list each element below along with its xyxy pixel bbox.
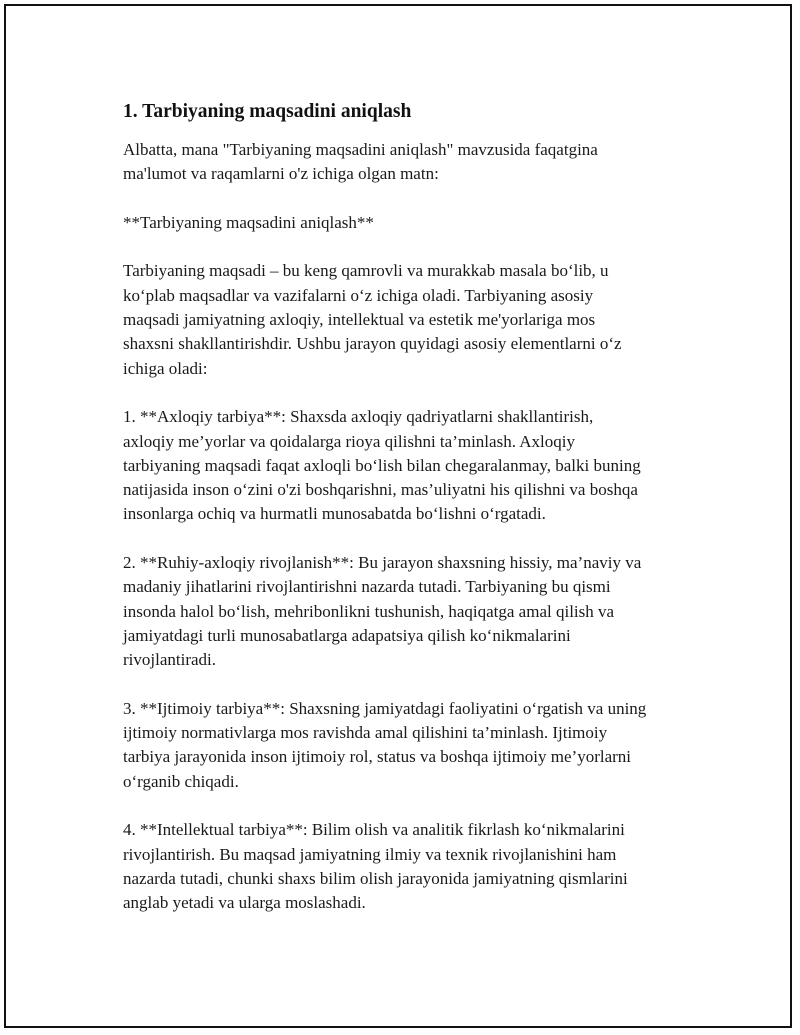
- paragraph-item-4: 4. **Intellektual tarbiya**: Bilim olish va analitik fikrlash ko‘nikmalarini rivojlantirish. Bu maqsad jamiyatning ilmiy va texnik rivojlanishini ham nazarda tutadi, chunki shaxs bilim olish jarayonida jamiyatning qismlarini anglab yetadi va ularga moslashadi.: [123, 820, 628, 913]
- page-frame: [4, 4, 792, 1028]
- document-body: [123, 100, 708, 940]
- document-title: 1. Tarbiyaning maqsadini aniqlash: [123, 101, 412, 122]
- paragraph-intro: Albatta, mana "Tarbiyaning maqsadini aniqlash" mavzusida faqatgina ma'lumot va raqamlarni o'z ichiga olgan matn:: [123, 140, 598, 184]
- paragraph-overview: Tarbiyaning maqsadi – bu keng qamrovli va murakkab masala bo‘lib, u ko‘plab maqsadlar va vazifalarni o‘z ichiga oladi. Tarbiyaning asosiy maqsadi jamiyatning axloqiy, intellektual va estetik me'yorlariga mos shaxsni shakllantirishdir. Ushbu jarayon quyidagi asosiy elementlarni o‘z ichiga oladi:: [123, 261, 622, 378]
- paragraph-item-2: 2. **Ruhiy-axloqiy rivojlanish**: Bu jarayon shaxsning hissiy, ma’naviy va madaniy jihatlarini rivojlantirishni nazarda tutadi. Tarbiyaning bu qismi insonda halol bo‘lish, mehribonlikni tushunish, haqiqatga amal qilish va jamiyatdagi turli munosabatlarga adapatsiya qilish ko‘nikmalarini rivojlantiradi.: [123, 553, 642, 670]
- paragraph-item-3: 3. **Ijtimoiy tarbiya**: Shaxsning jamiyatdagi faoliyatini o‘rgatish va uning ijtimoiy normativlarga mos ravishda amal qilishini ta’minlash. Ijtimoiy tarbiya jarayonida inson ijtimoiy rol, status va boshqa ijtimoiy me’yorlarni o‘rganib chiqadi.: [123, 698, 647, 791]
- paragraph-item-1: 1. **Axloqiy tarbiya**: Shaxsda axloqiy qadriyatlarni shakllantirish, axloqiy me’yorlar va qoidalarga rioya qilishni ta’minlash. Axloqiy tarbiyaning maqsadi faqat axloqli bo‘lish bilan chegaralanmay, balki buning natijasida inson o‘zini o'zi boshqarishni, mas’uliyatni his qilishni va boshqa insonlarga ochiq va hurmatli munosabatda bo‘lishni o‘rgatadi.: [123, 407, 641, 524]
- paragraph-subheading: **Tarbiyaning maqsadini aniqlash**: [123, 212, 374, 232]
